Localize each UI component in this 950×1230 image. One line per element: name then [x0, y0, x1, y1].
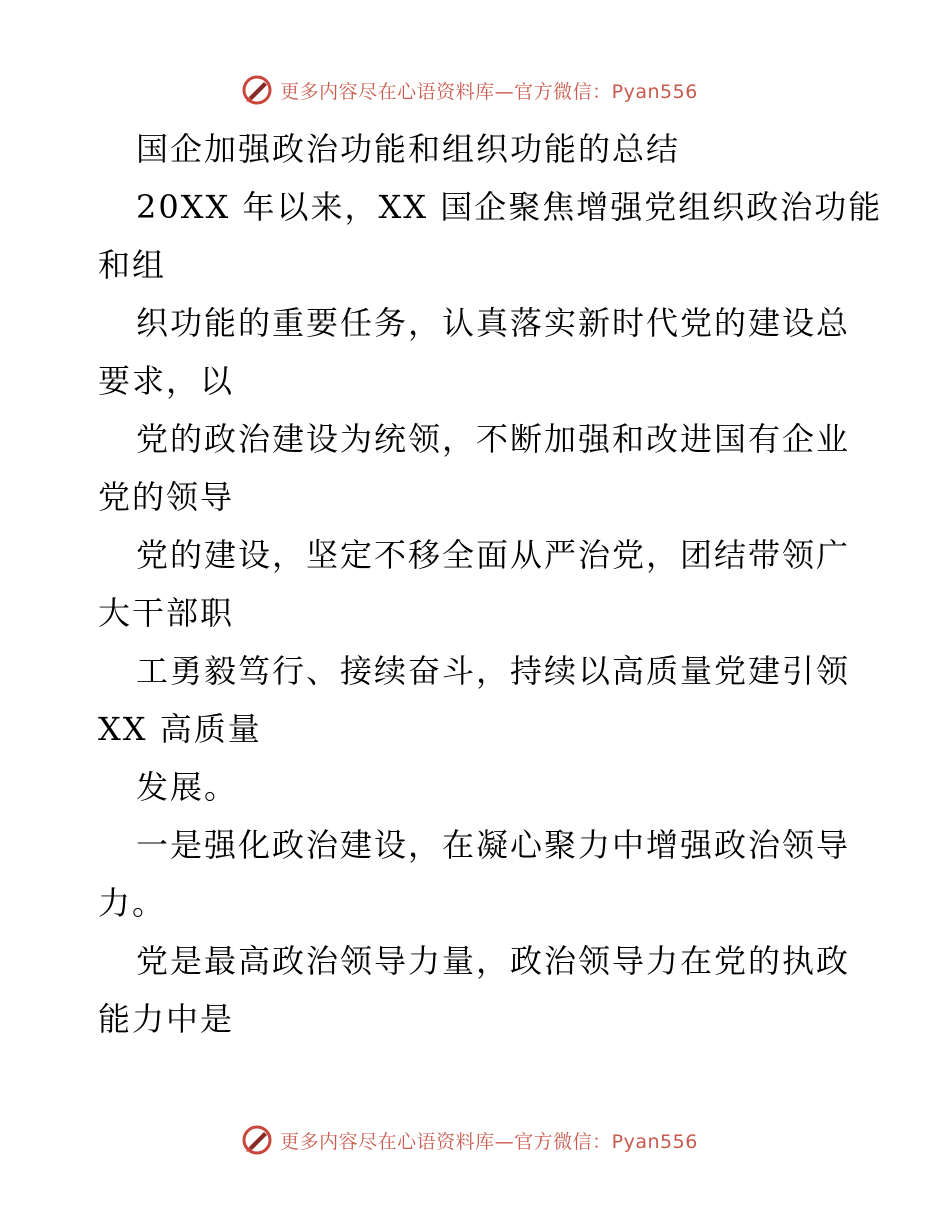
- paragraph-line: 20XX 年以来，XX 国企聚焦增强党组织政治功能: [136, 188, 883, 226]
- header-watermark-group: [240, 73, 698, 107]
- paragraph-line: 工勇毅笃行、接续奋斗，持续以高质量党建引领: [136, 652, 851, 690]
- header-watermark-text: 更多内容尽在心语资料库—官方微信：Pyan556: [280, 80, 698, 103]
- doc-title: 国企加强政治功能和组织功能的总结: [136, 130, 681, 168]
- paragraph-line: 发展。: [136, 768, 239, 806]
- footer-watermark-group: [240, 1123, 698, 1157]
- paragraph-line: 党是最高政治领导力量，政治领导力在党的执政: [136, 942, 851, 980]
- paragraph-line: 党的建设，坚定不移全面从严治党，团结带领广: [136, 536, 851, 574]
- paragraph-line: XX 高质量: [98, 710, 262, 748]
- paragraph-line: 能力中是: [98, 1000, 235, 1038]
- paragraph-line: 党的领导: [98, 478, 235, 516]
- document-body: [98, 120, 883, 1048]
- pen-logo-icon: [240, 1123, 274, 1157]
- paragraph-line: 一是强化政治建设，在凝心聚力中增强政治领导: [136, 826, 851, 864]
- paragraph-line: 大干部职: [98, 594, 235, 632]
- paragraph-line: 和组: [98, 246, 167, 284]
- paragraph-line: 织功能的重要任务，认真落实新时代党的建设总: [136, 304, 851, 342]
- footer-watermark-text: 更多内容尽在心语资料库—官方微信：Pyan556: [280, 1130, 698, 1153]
- paragraph-line: 党的政治建设为统领，不断加强和改进国有企业: [136, 420, 851, 458]
- paragraph-line: 要求，以: [98, 362, 235, 400]
- paragraph-line: 力。: [98, 884, 167, 922]
- header-watermark: [0, 70, 950, 110]
- footer-watermark: [0, 1120, 950, 1160]
- pen-logo-icon: [240, 73, 274, 107]
